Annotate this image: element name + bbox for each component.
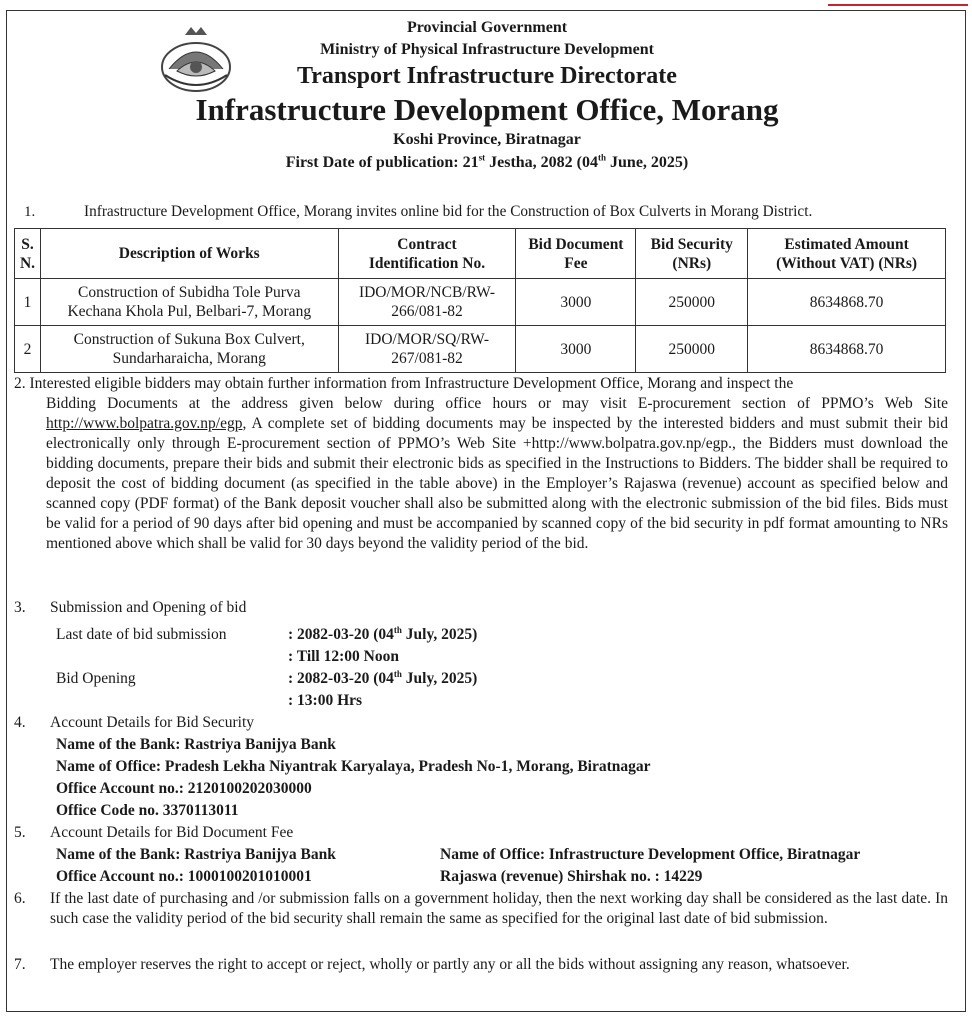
section-4-title: Account Details for Bid Security: [50, 714, 255, 731]
col-header-contract-id: Contract Identification No.: [338, 229, 516, 279]
cell-doc-fee: 3000: [516, 326, 636, 373]
publication-date: First Date of publication: 21st Jestha, 2082 (04th June, 2025): [285, 152, 689, 171]
cell-estimated-amount: 8634868.70: [748, 326, 946, 373]
fee-bank-name: Name of the Bank: Rastriya Banijya Bank: [56, 846, 336, 863]
section-3: 3. Submission and Opening of bid: [14, 599, 247, 616]
para2-bidding-info: [14, 374, 948, 554]
section-7: 7. The employer reserves the right to accept or reject, wholly or partly any or all the bids without assigning any reason, whatsoever.: [14, 955, 948, 999]
cell-sn: 2: [15, 326, 41, 373]
last-date-value: : 2082-03-20 (04th July, 2025): [288, 624, 478, 643]
fee-revenue-shirshak: Rajaswa (revenue) Shirshak no. : 14229: [440, 868, 703, 885]
section-5: 5. Account Details for Bid Document Fee: [14, 824, 294, 841]
header-line-provincial: Provincial Government: [406, 19, 568, 36]
cell-estimated-amount: 8634868.70: [748, 279, 946, 326]
bid-opening-date: : 2082-03-20 (04th July, 2025): [288, 668, 478, 687]
header-location: Koshi Province, Biratnagar: [393, 131, 581, 148]
security-bank-name: Name of the Bank: Rastriya Banijya Bank: [56, 736, 336, 753]
table-row: [15, 279, 946, 326]
security-account-no: Office Account no.: 2120100202030000: [56, 780, 312, 797]
section-4: 4. Account Details for Bid Security: [14, 714, 255, 731]
header-line-ministry: Ministry of Physical Infrastructure Development: [320, 41, 654, 58]
header-office-title: Infrastructure Development Office, Morang: [195, 92, 779, 127]
section-7-text: The employer reserves the right to accept or reject, wholly or partly any or all the bids without assigning any reason, whatsoever.: [50, 956, 850, 973]
section-6-text: If the last date of purchasing and /or submission falls on a government holiday, then the next working day shall be considered as the last date. In such case the validity period of the bid security shall remain the same as specified for the original last date of bid submission.: [50, 890, 948, 927]
cell-sn: 1: [15, 279, 41, 326]
para1-number: 1.: [24, 204, 36, 220]
bid-opening-time: : 13:00 Hrs: [288, 692, 363, 709]
fee-account-no: Office Account no.: 1000100201010001: [56, 868, 312, 885]
para1-text: Infrastructure Development Office, Morang invites online bid for the Construction of Box Culverts in Morang District.: [84, 203, 813, 220]
col-header-description: Description of Works: [40, 229, 338, 279]
cell-bid-security: 250000: [636, 326, 748, 373]
notice-header: [7, 17, 967, 175]
fee-office-name: Name of Office: Infrastructure Development Office, Biratnagar: [440, 846, 861, 863]
bolpatra-link[interactable]: http://www.bolpatra.gov.np/egp: [46, 415, 243, 432]
para2-first-line: 2. Interested eligible bidders may obtain further information from Infrastructure Development Office, Morang and inspect the: [14, 375, 794, 392]
section-3-title: Submission and Opening of bid: [50, 599, 247, 616]
para2-body: Bidding Documents at the address given below during office hours or may visit E-procurement section of PPMO’s Web Site http://www.bolpatra.gov.np/egp, A complete set of bidding documents may be inspected by the interested bidders and must submit their bid electronically only through E-procurement section of PPMO’s Web Site +http://www.bolpatra.gov.np/egp., the Bidders must download the bidding documents, prepare their bids and submit their electronic bids as specified in the Instructions to Bidders. The bidder shall be required to deposit the cost of bidding document (as specified in the table above) in the Employer’s Rajaswa (revenue) account as specified below and scanned copy (PDF format) of the Bank deposit voucher shall also be submitted along with the electronic submission of the bid files. Bids must be valid for a period of 90 days after bid opening and must be accompanied by scanned copy of the bid security in pdf format amounting to NRs mentioned above which shall be valid for 30 days beyond the validity period of the bid.: [46, 395, 948, 552]
works-table: [14, 228, 946, 373]
section-6: 6. If the last date of purchasing and /or submission falls on a government holiday, then the next working day shall be considered as the last date. In such case the validity period of the bid security shall remain the same as specified for the original last date of bid submission.: [14, 890, 948, 927]
header-line-directorate: Transport Infrastructure Directorate: [297, 63, 677, 89]
col-header-bid-security: Bid Security (NRs): [636, 229, 748, 279]
cell-contract-id: IDO/MOR/NCB/RW- 266/081-82: [338, 279, 516, 326]
cell-contract-id: IDO/MOR/SQ/RW- 267/081-82: [338, 326, 516, 373]
cell-bid-security: 250000: [636, 279, 748, 326]
section-5-title: Account Details for Bid Document Fee: [50, 824, 294, 841]
col-header-sn: S. N.: [15, 229, 41, 279]
table-header-row: [15, 229, 946, 279]
cell-doc-fee: 3000: [516, 279, 636, 326]
cell-description: Construction of Subidha Tole Purva Kechana Khola Pul, Belbari-7, Morang: [40, 279, 338, 326]
top-red-tab: [828, 0, 968, 6]
bid-opening-label: Bid Opening: [56, 670, 136, 687]
cell-description: Construction of Sukuna Box Culvert, Sundarharaicha, Morang: [40, 326, 338, 373]
last-date-label: Last date of bid submission: [56, 626, 227, 643]
last-time-value: : Till 12:00 Noon: [288, 648, 399, 665]
table-row: [15, 326, 946, 373]
col-header-doc-fee: Bid Document Fee: [516, 229, 636, 279]
col-header-estimated-amount: Estimated Amount (Without VAT) (NRs): [748, 229, 946, 279]
security-office-name: Name of Office: Pradesh Lekha Niyantrak Karyalaya, Pradesh No-1, Morang, Biratnagar: [56, 758, 651, 775]
security-office-code: Office Code no. 3370113011: [56, 802, 239, 819]
